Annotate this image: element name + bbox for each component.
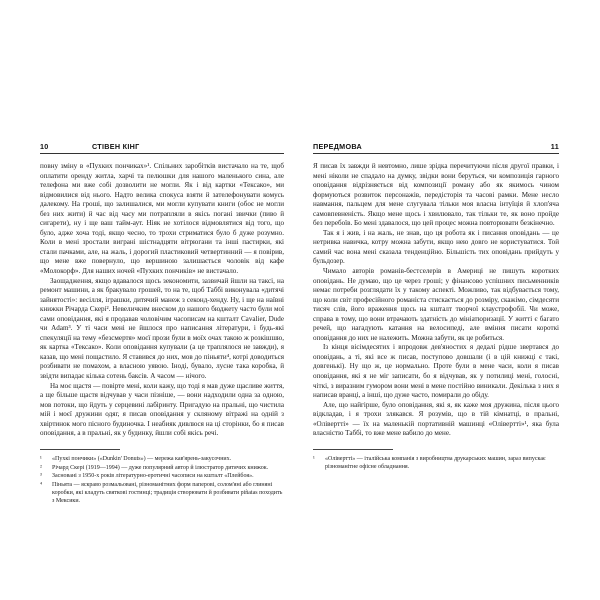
paragraph: Заощадження, якщо вдавалося щось зекономити, зазвичай йшли на таксі, на ремонт машини, а як бракувало грошей, то на те, щоб Таббі виконувала «дитячі зайнятості»: весілля, іграшки, дитячий манеж з секонд-хенду. Ну, і ще на наївні книжки Річарда Скері². Невеличким внеском до нашого бюджету часто були мої сами оповідання, які я продавав чоловічим часописам на кшталт Cavalier, Dude чи Adam³. У ті часи мені не йшлося про написання літератури, і будь-які спекуляції на тему «безсмертя» моєї прози були в моїх очах такою ж розкішшю, як картка «Тексако». Коли оповідання купували (а це траплялося не завжди), я казав, що мені пощастило. Я ставився до них, мов до піньяти⁴, котрі доводиться розбивати не помахом, а власною уявою. Іноді, бувало, лусне така коробка, й звідти випадає кілька сотень баксів. А часом — нічого.: [40, 276, 284, 381]
right-page: [313, 141, 559, 472]
paragraph: Із кінця вісімдесятих і впродовж дев'яностих я дедалі рідше звертався до оповідань, а ті, які все ж писав, поступово довшали (і в цій книжці є такі, довгенькі). Ну що ж, це нормально. Проте були в мене часи, коли я писав оповідання, які я не міг записати, бо я відчував, як у потилиці мені, голосні, чіткі, з виразним гумором вони мені в мене постійно виникали. Декілька з них я написав вранці, а інші, що дуже часто, помирали до обіду.: [313, 343, 559, 400]
footnote-number: ¹: [313, 455, 315, 462]
paragraph: Так я і жив, і на жаль, не знав, що ця робота як і писання оповідань — це нетривка навичка, котру можна забути, якщо нею довго не користуватися. Той самий час вона мені сказала тенденційно. Більшість тих оповідань прийдуть у бульдозер.: [313, 228, 559, 266]
footnote-number: ¹: [40, 455, 42, 462]
footnote-number: ²: [40, 464, 42, 471]
footnote-text: «Пухкі пончики» («Dunkin' Donuts») — мережа кав'ярень-закусочних.: [52, 455, 232, 462]
footnote-text: Засновані з 1950-х років літературно-еротичні часописи на кшталт «Плейбоя».: [52, 473, 254, 480]
page-number: 10: [40, 142, 49, 151]
page-number: 11: [550, 142, 559, 151]
footnote: [313, 455, 557, 471]
footnotes: [313, 449, 546, 471]
footnotes: [40, 449, 283, 506]
page-body: [313, 162, 559, 439]
paragraph: На моє щастя — повірте мені, коли кажу, що тоді я мав дуже щасливе життя, а ще більше щастя відчував у часи пізніше, — вони надходили одна за одною, мов потоки, що йдуть у серцевині лабіринту. Пригадую на пральні, що чистила мій і моєї дружини одяг, я писав оповідання у скляному вітражі на одній з хвіртинок мого пісного будиночка. І неабияк дивлюся на ці сторінки, бо я писав оповідання, а в пральні, як у будинку, йшли собі якісь речі.: [40, 381, 284, 438]
footnote-number: ⁴: [40, 481, 43, 488]
footnote: [40, 464, 284, 472]
footnote-text: Річард Скері (1919—1994) — дуже популярний автор й ілюстратор дитячих книжок.: [52, 464, 269, 471]
footnote: [40, 455, 284, 463]
page-body: [40, 162, 284, 439]
page-header: [313, 141, 559, 154]
running-head: ПЕРЕДМОВА: [313, 142, 362, 151]
paragraph: Я писав їх завжди й невтомно, лише зрідка перечитуючи після другої правки, і мені ніколи не спадало на думку, звідки вони беруться, чи композиція гарного оповідання відрізняється від композиції роману або як якимось чином формуються розвиток персонажів, передісторія та часові рамки. Мене несло навмання, пальцем для мене слугувала тільки моя власна інтуїція й хлоп'яча самовпевненість. Якщо мене щось і хвилювало, так тільки те, як воно пройде без перебоїв. Бо мені здавалося, що цей процес можна повторювати безкінечно.: [313, 162, 559, 228]
page-header: [40, 141, 284, 154]
paragraph: Але, що найгірше, було оповідання, які я, як каже моя дружина, після цього відкладав, і я трохи злякався. Я розумів, що в тій кімнатці, в пральні, «Олівертті» — їх на маленькій портативній машинці «Олівертті»¹, яка була власністю Таббі, то вже мене вабило до мене.: [313, 400, 559, 438]
footnote: [40, 481, 284, 506]
running-head: СТІВЕН КІНГ: [92, 142, 140, 151]
footnote-text: Піньята — яскраво розмальовані, різноманітних форм паперові, солом'яні або глиняні коробки, які кладуть святкові гостинці; традиція створювати й розбивати piñatas походить з Мексики.: [52, 481, 283, 505]
paragraph: Чимало авторів романів-бестселерів в Америці не пишуть коротких оповідань. Не думаю, що це через гроші; у фінансово успішних письменників немає потреби розглядати їх у такому аспекті. Можливо, так відбувається тому, що коли світ професійного романіста стискається до розміру, скажімо, сімдесяти тисяч слів, його враження щось на кшталт творчої клаустрофобії. Чи може, справа в тому, що вони втрачають здатність до мініатюризації. У житті є багато речей, що нагадують катання на велосипеді, але вміння писати короткі оповідання до них не належить. Можна забути, як це робиться.: [313, 267, 559, 342]
paragraph: повну зміну в «Пухких пончиках»¹. Спільних заробітків вистачало на те, щоб оплатити оренду житла, харчі та пелюшки для нашого маленького сина, але телефона ми вже собі дозволити не могли. Як і від картки «Тексако», ми відмовилися від нього. Надто велика спокуса взяти й зателефонувати комусь далекому. На гроші, що залишалися, ми могли купувати книги (обоє не могли без них жити) й час від часу ми потрапляли в якісь погані звички (пиво й сигарети), ну і ще ваш тайм-аут. Ніяк не хотілося відмовлятися від того, що було, адже хоча тоді, якщо чесно, то трохи стриматися було б дуже розумно. Коли в мені зростали виграні шістнадцяти вітрюгани та інші пастирки, які стали пачками, але, на жаль, і дорогий пластиковий четвертинний — я повірив, що мене вже повернуло, що вершиною залишається чоловік від кафе «Молокорф». Для наших ночей «Пухких пончиків» не вистачало.: [40, 162, 284, 276]
footnote-number: ³: [40, 473, 42, 480]
footnote-text: «Олівертті» — італійська компанія з виробництва друкарських машин, зараз випускає різноманітне офісне обладнання.: [325, 455, 546, 471]
footnote: [40, 472, 284, 480]
left-page: [40, 141, 284, 506]
